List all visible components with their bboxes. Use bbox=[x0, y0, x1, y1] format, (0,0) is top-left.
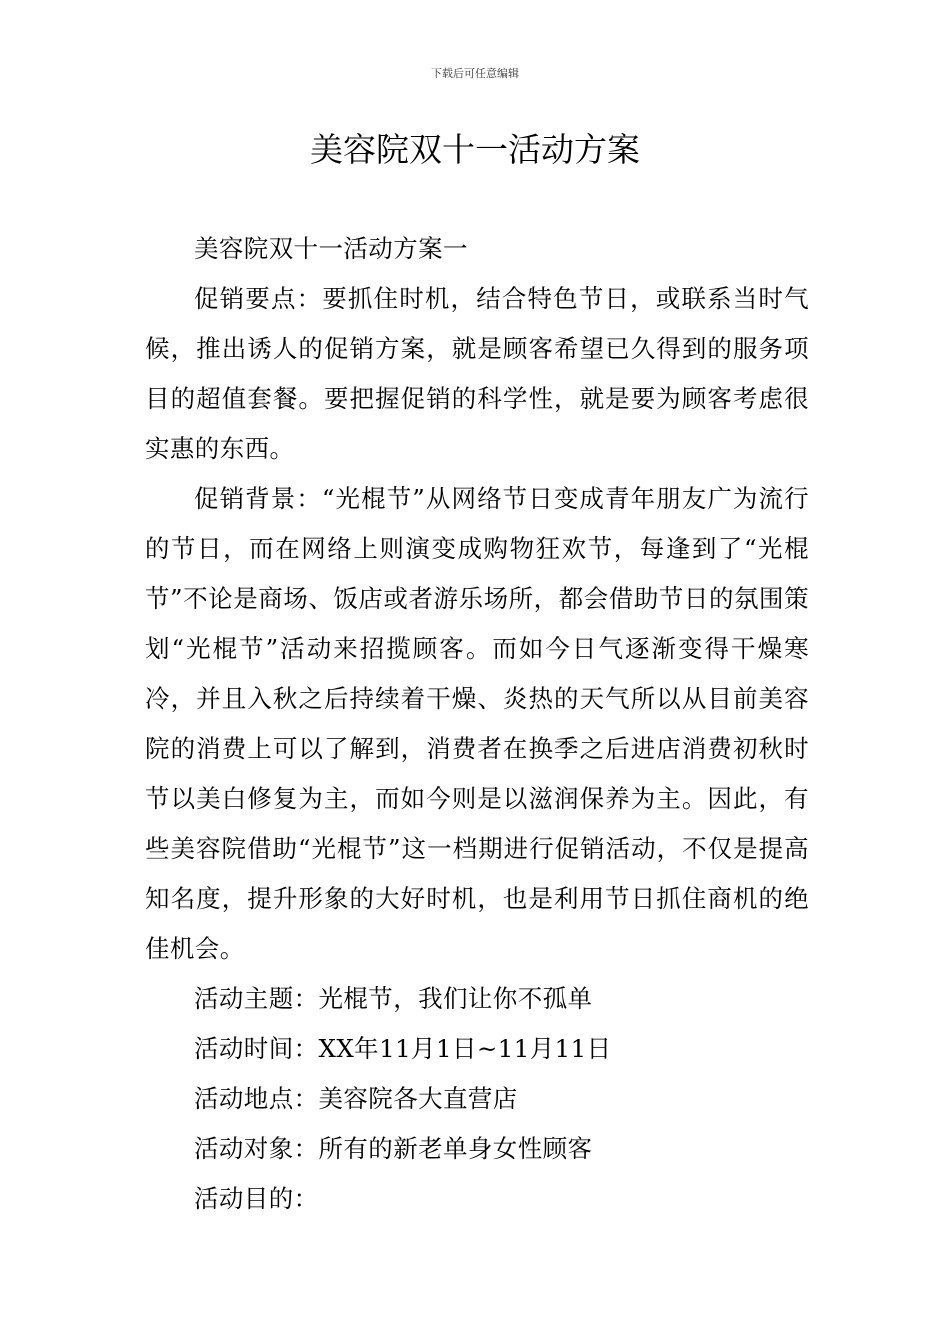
paragraph-activity-theme: 活动主题：光棍节，我们让你不孤单 bbox=[194, 984, 593, 1013]
paragraph-activity-purpose: 活动目的： bbox=[194, 1184, 319, 1213]
document-body bbox=[145, 224, 809, 1224]
header-note: 下载后可任意编辑 bbox=[431, 67, 519, 80]
paragraph-promotion-background: 促销背景：“光棍节”从网络节日变成青年朋友广为流行的节日，而在网络上则演变成购物狂欢节，每逢到了“光棍节”不论是商场、饭店或者游乐场所，都会借助节日的氛围策划“光棍节”活动来招揽顾客。而如今日气逐渐变得干燥寒冷，并且入秋之后持续着干燥、炎热的天气所以从目前美容院的消费上可以了解到，消费者在换季之后进店消费初秋时节以美白修复为主，而如今则是以滋润保养为主。因此，有些美容院借助“光棍节”这一档期进行促销活动，不仅是提高知名度，提升形象的大好时机，也是利用节日抓住商机的绝佳机会。 bbox=[145, 484, 809, 963]
paragraph-activity-audience: 活动对象：所有的新老单身女性顾客 bbox=[194, 1134, 593, 1163]
paragraph-subtitle: 美容院双十一活动方案一 bbox=[194, 234, 468, 263]
paragraph-activity-time: 活动时间：XX年11月1日~11月11日 bbox=[194, 1034, 612, 1063]
paragraph-promotion-points: 促销要点：要抓住时机，结合特色节日，或联系当时气候，推出诱人的促销方案，就是顾客希望已久得到的服务项目的超值套餐。要把握促销的科学性，就是要为顾客考虑很实惠的东西。 bbox=[145, 284, 809, 463]
paragraph-activity-location: 活动地点：美容院各大直营店 bbox=[194, 1084, 518, 1113]
document-title: 美容院双十一活动方案 bbox=[310, 130, 640, 169]
